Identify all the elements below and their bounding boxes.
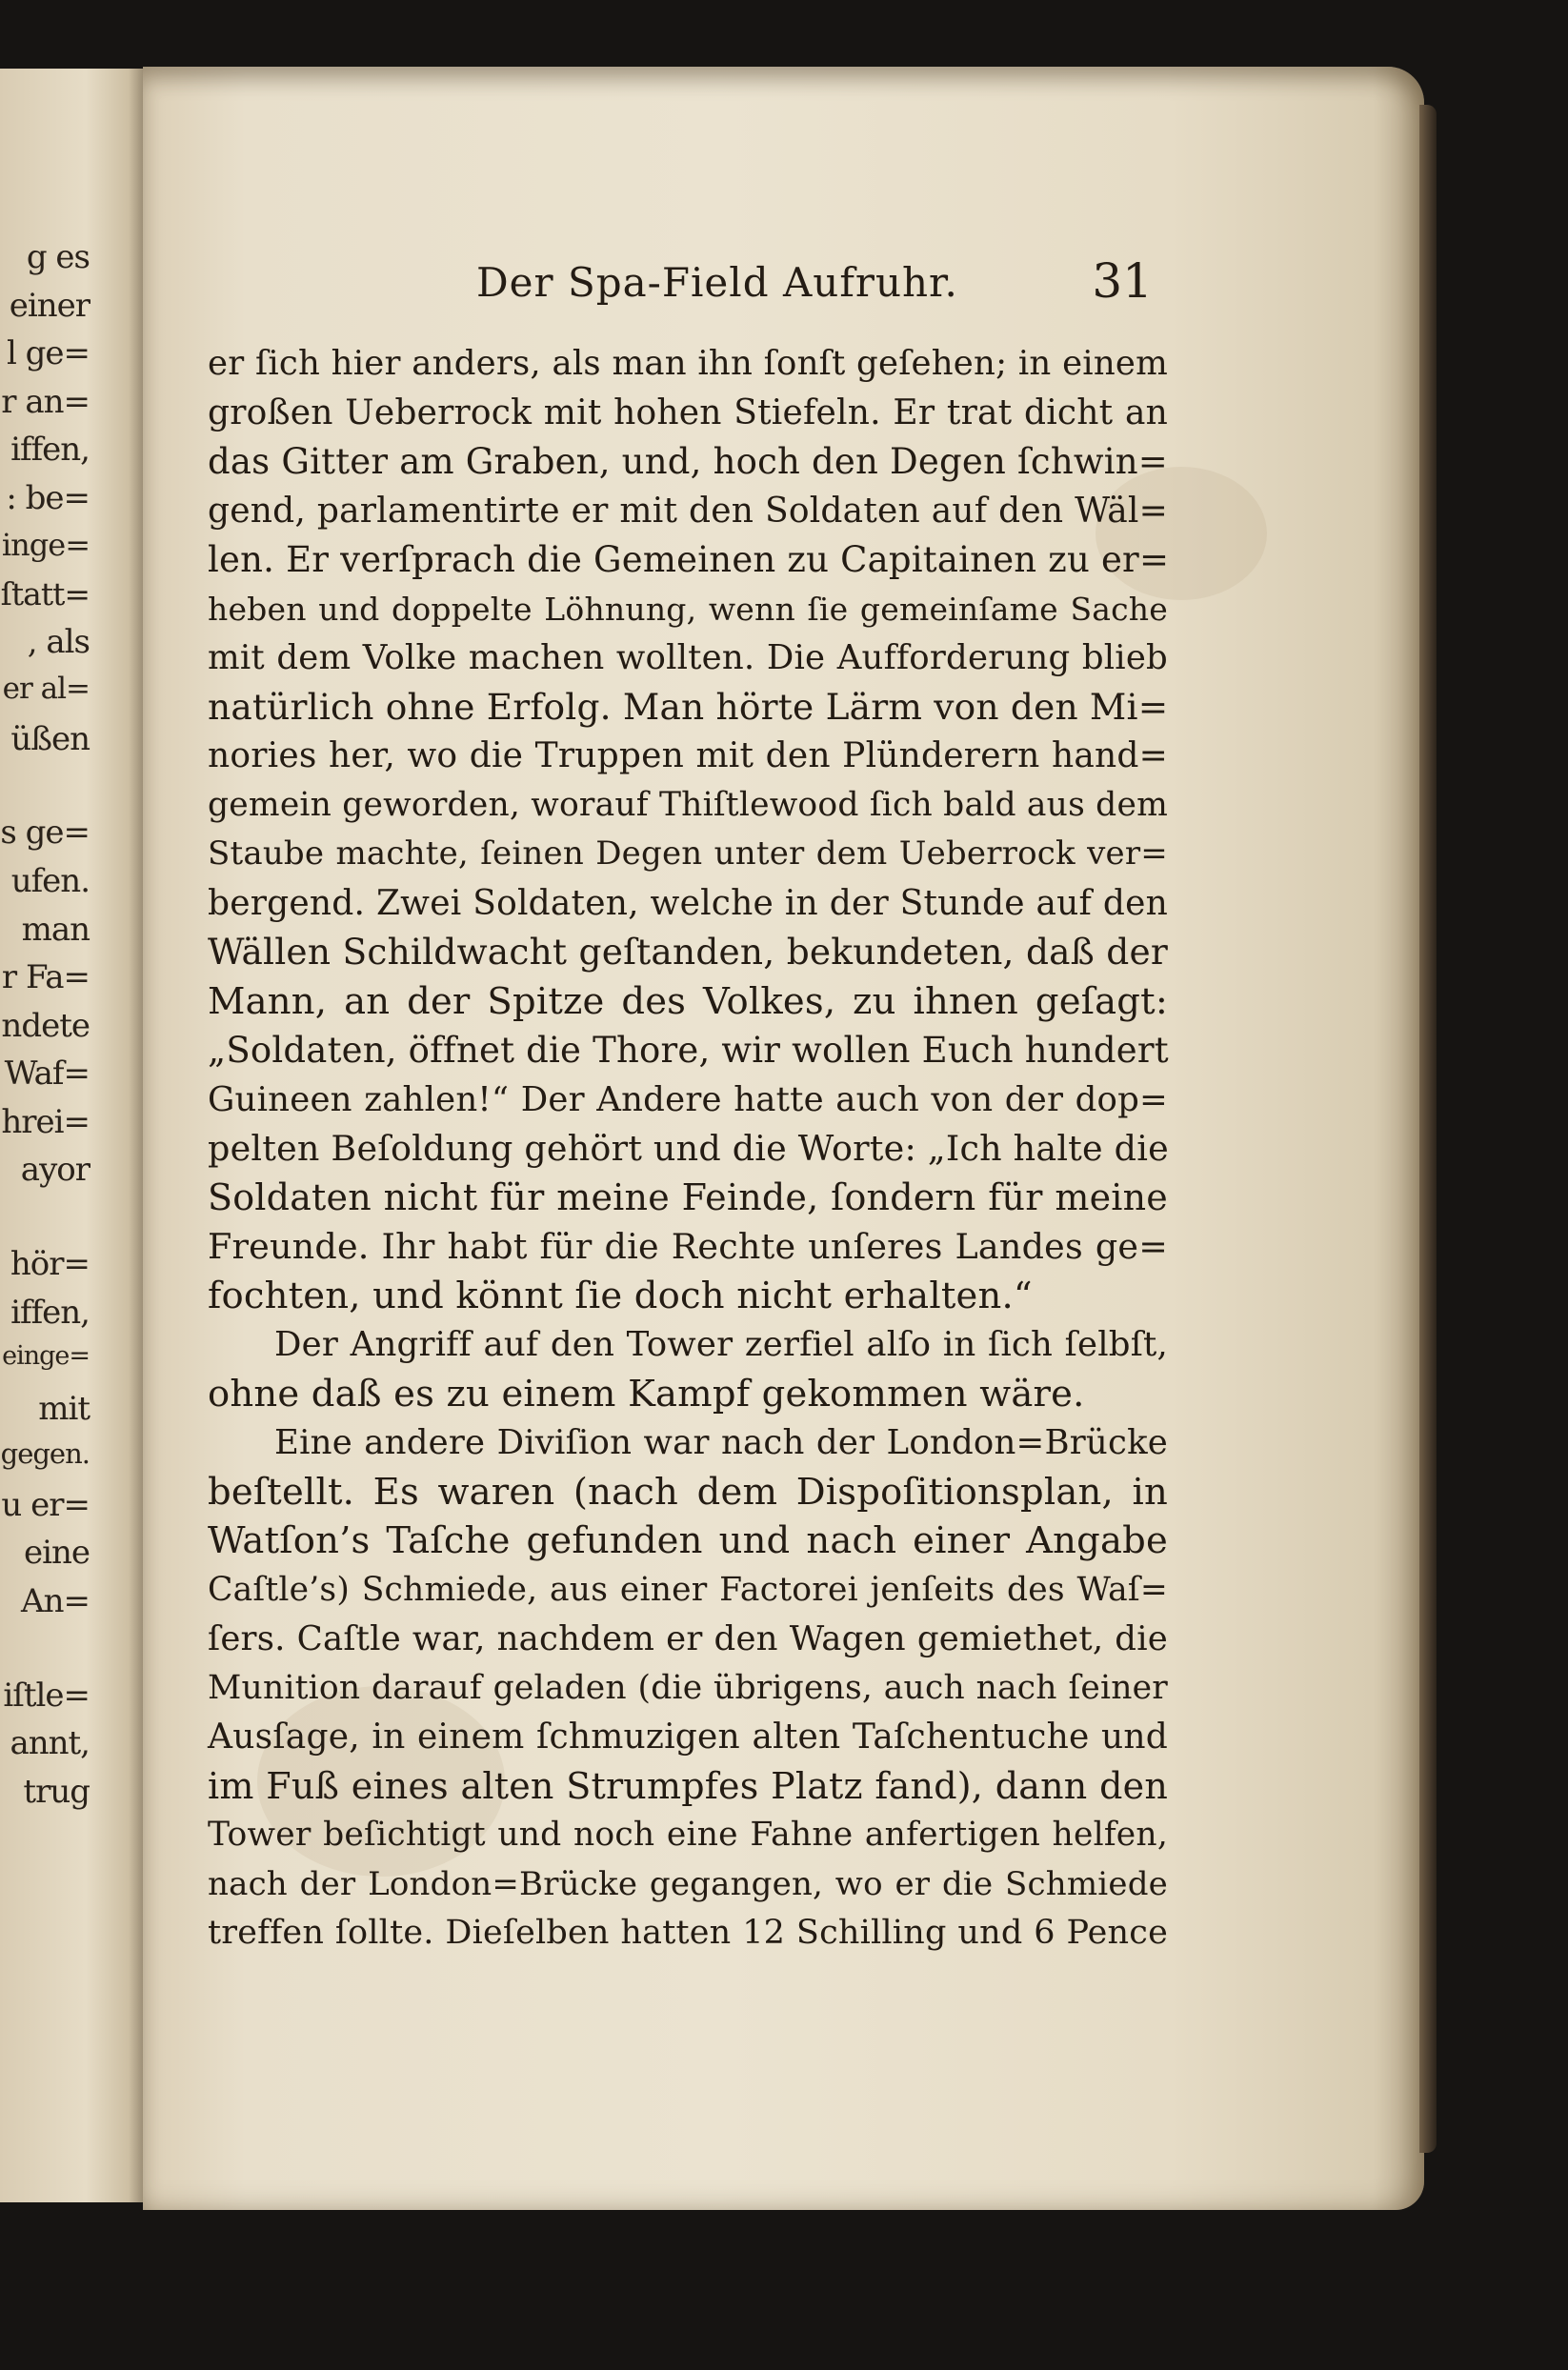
text-line: er ſich hier anders, als man ihn ſonſt geſehen; in einem — [208, 344, 1168, 383]
facing-page-fragment: er al= — [2, 671, 90, 706]
text-line: gend, parlamentirte er mit den Soldaten auf den Wäl= — [208, 491, 1168, 531]
facing-page-fragment: iffen, — [10, 431, 90, 470]
text-line: Guineen zahlen!“ Der Andere hatte auch von der dop= — [208, 1079, 1168, 1119]
facing-page-fragment: trug — [23, 1772, 90, 1811]
text-line: Mann, an der Spitze des Volkes, zu ihnen geſagt: — [208, 979, 1168, 1023]
text-line: pelten Beſoldung gehört und die Worte: „Ich halte die — [208, 1128, 1169, 1169]
text-line: das Gitter am Graben, und, hoch den Degen ſchwin= — [208, 441, 1168, 482]
facing-page-fragment: ſtatt= — [0, 574, 90, 613]
facing-page-fragment: mit — [38, 1389, 90, 1428]
facing-page-fragment: einer — [9, 286, 90, 325]
text-line: Soldaten nicht für meine Feinde, ſondern für meine — [208, 1175, 1168, 1218]
text-line: ſers. Caſtle war, nachdem er den Wagen gemiethet, die — [208, 1619, 1168, 1658]
text-line: im Fuß eines alten Strumpfes Platz fand), dann den — [208, 1764, 1168, 1807]
facing-page-fragment: einge= — [2, 1341, 90, 1372]
facing-page-fragment: u er= — [1, 1485, 90, 1524]
facing-page-fragment: gegen. — [0, 1437, 90, 1471]
running-head — [476, 253, 1162, 316]
facing-page-fragment: ndete — [1, 1006, 90, 1045]
text-line: gemein geworden, worauf Thiſtlewood ſich bald aus dem — [208, 785, 1168, 824]
text-line: Wällen Schildwacht geſtanden, bekundeten, daß der — [208, 931, 1168, 973]
left-facing-page — [0, 69, 143, 2202]
facing-page-fragment: iffen, — [10, 1293, 90, 1332]
text-line: Staube machte, ſeinen Degen unter dem Ueberrock ver= — [208, 834, 1168, 873]
running-title: Der Spa-Field Aufruhr. — [476, 259, 958, 306]
text-line: fochten, und könnt ſie doch nicht erhalten.“ — [208, 1274, 1033, 1317]
text-line: Eine andere Diviſion war nach der London=Brücke — [274, 1423, 1168, 1462]
text-line: nories her, wo die Truppen mit den Plünderern hand= — [208, 736, 1168, 775]
facing-page-fragment: iſtle= — [3, 1676, 90, 1715]
text-line: Caſtle’s) Schmiede, aus einer Factorei jenſeits des Waſ= — [208, 1570, 1168, 1609]
facing-page-fragment: üßen — [10, 719, 90, 758]
text-line: mit dem Volke machen wollten. Die Aufforderung blieb — [208, 638, 1168, 677]
page-number: 31 — [1092, 253, 1153, 309]
text-line: Ausſage, in einem ſchmuzigen alten Taſchentuche und — [208, 1717, 1168, 1757]
facing-page-fragment: g es — [26, 238, 90, 276]
text-line: nach der London=Brücke gegangen, wo er die Schmiede — [208, 1864, 1168, 1903]
text-line: Munition darauf geladen (die übrigens, auch nach ſeiner — [208, 1668, 1168, 1707]
facing-page-fragment: annt, — [10, 1724, 90, 1763]
facing-page-fragment: An= — [21, 1582, 90, 1620]
text-line: Der Angriff auf den Tower zerfiel alſo in ſich ſelbſt, — [274, 1325, 1168, 1364]
facing-page-fragment: eine — [23, 1534, 90, 1573]
text-line: beſtellt. Es waren (nach dem Dispoſitionsplan, in — [208, 1470, 1168, 1514]
text-line: len. Er verſprach die Gemeinen zu Capitainen zu er= — [208, 539, 1170, 580]
facing-page-fragment: ayor — [20, 1151, 90, 1190]
text-line: Watſon’s Taſche gefunden und nach einer Angabe — [208, 1519, 1168, 1562]
facing-page-fragment: ufen. — [10, 861, 90, 900]
facing-page-fragment: hrei= — [1, 1102, 90, 1141]
facing-page-fragment: Waf= — [4, 1054, 90, 1094]
text-line: Tower beſichtigt und noch eine Fahne anfertigen helfen, — [208, 1816, 1168, 1854]
text-line: heben und doppelte Löhnung, wenn ſie gemeinſame Sache — [208, 590, 1168, 628]
facing-page-fragment: , als — [27, 623, 90, 662]
text-line: großen Ueberrock mit hohen Stiefeln. Er trat dicht an — [208, 392, 1168, 432]
facing-page-fragment: man — [21, 910, 90, 949]
text-line: Freunde. Ihr habt für die Rechte unſeres Landes ge= — [208, 1226, 1168, 1267]
facing-page-fragment: inge= — [1, 527, 90, 564]
page-edge — [1419, 105, 1437, 2153]
text-line: bergend. Zwei Soldaten, welche in der Stunde auf den — [208, 883, 1168, 923]
text-line: „Soldaten, öffnet die Thore, wir wollen Euch hundert — [208, 1030, 1169, 1071]
facing-page-fragment: hör= — [10, 1245, 90, 1284]
text-line: ohne daß es zu einem Kampf gekommen wäre. — [208, 1372, 1085, 1416]
facing-page-fragment: r Fa= — [1, 958, 90, 997]
facing-page-fragment: : be= — [6, 478, 90, 517]
text-line: natürlich ohne Erfolg. Man hörte Lärm von den Mi= — [208, 685, 1169, 728]
facing-page-fragment: s ge= — [0, 813, 90, 853]
text-line: treffen ſollte. Dieſelben hatten 12 Schilling und 6 Pence — [208, 1914, 1168, 1952]
body-text — [208, 339, 1168, 1958]
facing-page-fragment: l ge= — [6, 334, 90, 373]
facing-page-fragment: r an= — [1, 382, 90, 421]
